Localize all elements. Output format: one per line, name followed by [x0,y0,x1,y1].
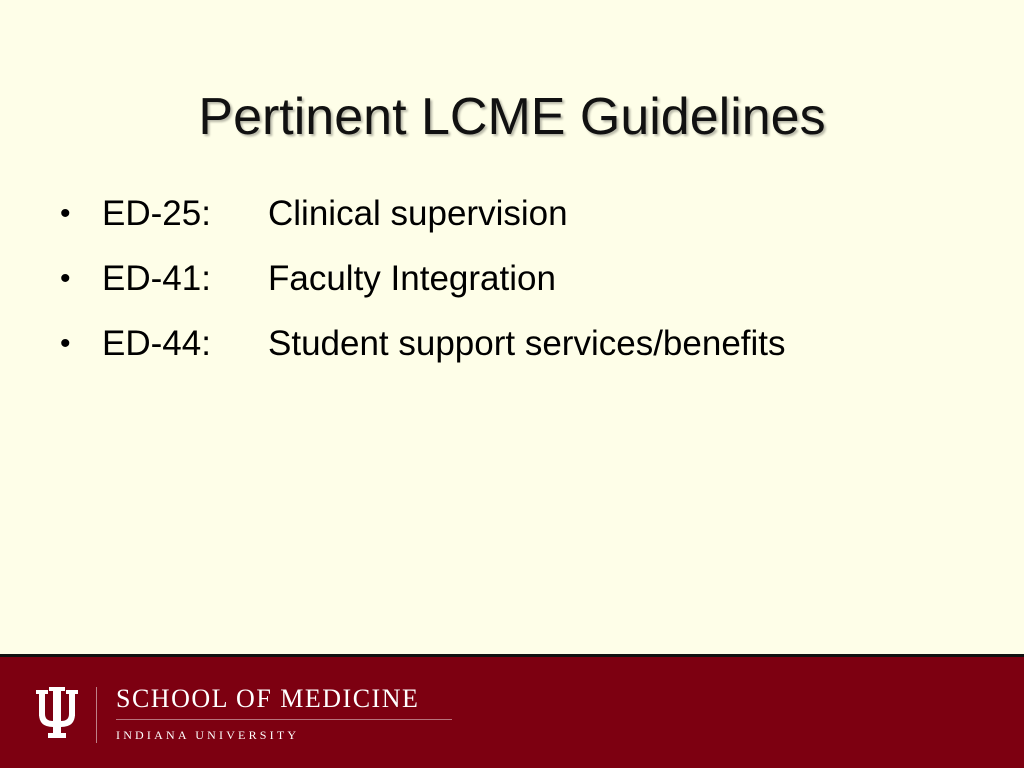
guideline-description: Faculty Integration [268,259,556,298]
iu-trident-logo-icon [34,687,80,743]
guideline-description: Student support services/benefits [268,324,786,363]
guideline-description: Clinical supervision [268,194,568,233]
bullet-marker: • [60,327,71,360]
logo-divider [96,687,97,743]
bullet-marker: • [60,197,71,230]
university-name: INDIANA UNIVERSITY [116,728,300,742]
guideline-code: ED-25: [102,194,211,233]
slide-title: Pertinent LCME Guidelines [198,88,826,146]
bullet-marker: • [60,262,71,295]
guideline-code: ED-44: [102,324,211,363]
footer-banner [0,657,1024,768]
school-name-rule [116,719,452,720]
guideline-code: ED-41: [102,259,211,298]
school-name: SCHOOL OF MEDICINE [116,684,420,713]
